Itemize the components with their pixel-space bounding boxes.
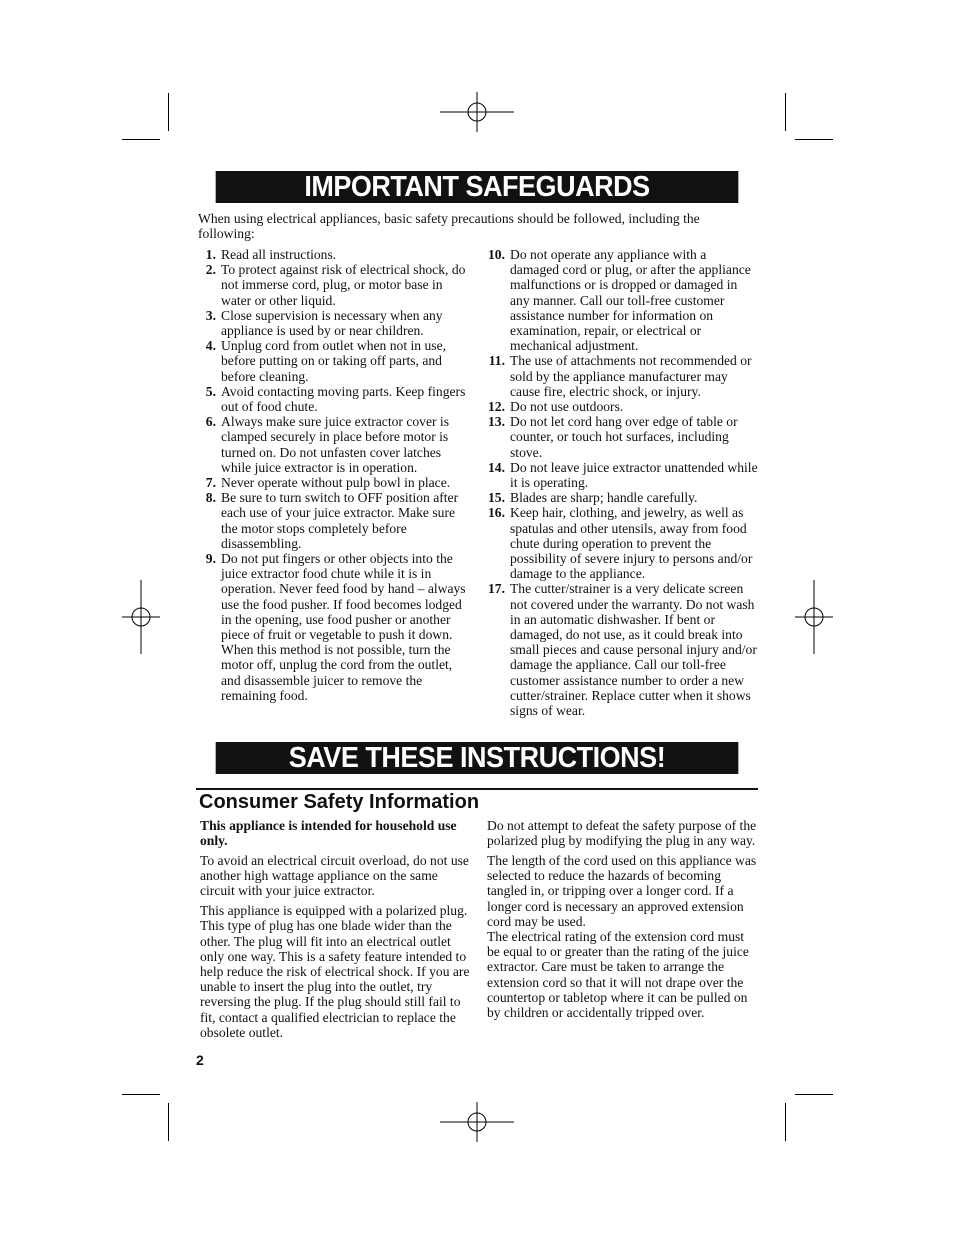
instruction-number: 12. xyxy=(488,399,505,415)
instruction-text: Keep hair, clothing, and jewelry, as well as spatulas and other utensils, away from food chute during operation to prevent the possibility of severe injury to persons and/or damage to the appliance. xyxy=(510,505,753,582)
instruction-item xyxy=(486,581,758,718)
instruction-item xyxy=(200,262,472,308)
instruction-text: The cutter/strainer is a very delicate screen not covered under the warranty. Do not wash in an automatic dishwasher. If bent or damaged, do not use, as it could break into small pieces and cause personal injury and/or damage the appliance. Call our toll-free customer assistance number to order a new cutter/strainer. Replace cutter when it shows signs of wear. xyxy=(510,581,757,719)
instruction-item xyxy=(486,353,758,399)
polarized-plug-paragraph: This appliance is equipped with a polarized plug. This type of plug has one blade wider than the other. The plug will fit into an electrical outlet only one way. This is a safety feature intended to help reduce the risk of electrical shock. If you are unable to insert the plug into the outlet, try reversing the plug. If the plug should still fail to fit, contact a qualified electrician to replace the obsolete outlet. xyxy=(200,903,470,1040)
consumer-safety-right-column xyxy=(487,818,759,1025)
instruction-text: Do not put fingers or other objects into the juice extractor food chute while it is in operation. Never feed food by hand – always use the food pusher. If food becomes lodged in the opening, use food pusher or another piece of fruit or vegetable to push it down. When this method is not possible, turn the motor off, unplug the cord from the outlet, and disassemble juicer to remove the remaining food. xyxy=(221,551,466,703)
crop-mark xyxy=(785,1103,786,1141)
extension-cord-paragraph: The electrical rating of the extension cord must be equal to or greater than the rating of the juice extractor. Care must be taken to arrange the extension cord so that it will not drape over the countertop or tabletop where it can be pulled on by children or accidentally tripped over. xyxy=(487,929,749,1021)
instruction-text: Unplug cord from outlet when not in use, before putting on or taking off parts, and before cleaning. xyxy=(221,338,447,384)
instruction-number: 15. xyxy=(488,490,505,506)
instruction-text: Do not leave juice extractor unattended while it is operating. xyxy=(510,459,758,491)
registration-mark-icon xyxy=(440,92,514,132)
page-number: 2 xyxy=(196,1052,204,1068)
instruction-text: To protect against risk of electrical shock, do not immerse cord, plug, or motor base in water or other liquid. xyxy=(221,262,466,308)
instruction-item xyxy=(486,490,758,505)
instruction-number: 7. xyxy=(205,475,216,491)
instruction-number: 4. xyxy=(205,338,216,354)
crop-mark xyxy=(168,93,169,131)
instruction-item xyxy=(200,384,472,414)
instruction-text: Blades are sharp; handle carefully. xyxy=(510,490,698,506)
instruction-number: 5. xyxy=(205,383,216,399)
instructions-list-left xyxy=(200,247,472,703)
circuit-overload-paragraph: To avoid an electrical circuit overload, do not use another high wattage appliance on the same circuit with your juice extractor. xyxy=(200,853,469,899)
instruction-text: Always make sure juice extractor cover is clamped securely in place before motor is turned on. Do not unfasten cover latches while juice extractor is in operation. xyxy=(221,414,449,475)
instruction-number: 13. xyxy=(488,414,505,430)
crop-mark xyxy=(122,1094,160,1095)
instruction-number: 1. xyxy=(205,247,216,262)
instruction-item xyxy=(200,338,472,384)
instruction-item xyxy=(200,308,472,338)
important-safeguards-banner: IMPORTANT SAFEGUARDS xyxy=(216,171,739,203)
instruction-number: 14. xyxy=(488,459,505,475)
instruction-item xyxy=(200,475,472,490)
defeat-plug-paragraph: Do not attempt to defeat the safety purpose of the polarized plug by modifying the plug in any way. xyxy=(487,818,757,849)
instruction-number: 2. xyxy=(205,262,216,278)
instruction-number: 8. xyxy=(205,490,216,506)
registration-mark-icon xyxy=(122,580,160,654)
instruction-text: Read all instructions. xyxy=(221,247,337,262)
instruction-item xyxy=(200,414,472,475)
instruction-text: Do not use outdoors. xyxy=(510,399,624,415)
consumer-safety-heading: Consumer Safety Information xyxy=(199,791,480,813)
instruction-item xyxy=(486,247,758,353)
registration-mark-icon xyxy=(795,580,833,654)
instruction-text: The use of attachments not recommended or sold by the appliance manufacturer may cause fire, electric shock, or injury. xyxy=(510,353,752,399)
crop-mark xyxy=(168,1103,169,1141)
instruction-text: Do not operate any appliance with a damaged cord or plug, or after the appliance malfunctions or is dropped or damaged in any manner. Call our toll-free customer assistance number for information on examination, repair, or electrical or mechanical adjustment. xyxy=(510,247,751,354)
instruction-number: 10. xyxy=(488,247,505,262)
instruction-text: Never operate without pulp bowl in place. xyxy=(221,475,451,491)
instruction-number: 17. xyxy=(488,581,505,597)
instruction-item xyxy=(486,399,758,414)
instruction-item xyxy=(200,247,472,262)
registration-mark-icon xyxy=(440,1102,514,1142)
crop-mark xyxy=(795,139,833,140)
save-instructions-banner: SAVE THESE INSTRUCTIONS! xyxy=(216,742,739,774)
consumer-safety-left-column xyxy=(200,818,472,1045)
instructions-list-right xyxy=(486,247,758,718)
instruction-text: Be sure to turn switch to OFF position after each use of your juice extractor. Make sure the motor stops completely before disassembling. xyxy=(221,490,459,551)
instruction-item xyxy=(486,414,758,460)
instruction-text: Do not let cord hang over edge of table or counter, or touch hot surfaces, including stove. xyxy=(510,414,738,460)
instruction-item xyxy=(200,551,472,703)
instruction-item xyxy=(486,460,758,490)
instruction-number: 6. xyxy=(205,414,216,430)
household-use-note: This appliance is intended for household use only. xyxy=(200,818,457,849)
instruction-number: 3. xyxy=(205,307,216,323)
crop-mark xyxy=(122,139,160,140)
crop-mark xyxy=(795,1094,833,1095)
instruction-number: 11. xyxy=(488,353,505,369)
crop-mark xyxy=(785,93,786,131)
instruction-item xyxy=(486,505,758,581)
instruction-number: 16. xyxy=(488,505,505,521)
instruction-item xyxy=(200,490,472,551)
instruction-number: 9. xyxy=(205,551,216,567)
cord-length-paragraph: The length of the cord used on this appliance was selected to reduce the hazards of becoming tangled in, or tripping over a longer cord. If a longer cord is necessary an approved extension cord may be used. xyxy=(487,853,757,929)
instruction-text: Close supervision is necessary when any appliance is used by or near children. xyxy=(221,307,443,339)
instruction-text: Avoid contacting moving parts. Keep fingers out of food chute. xyxy=(221,383,466,415)
intro-text: When using electrical appliances, basic safety precautions should be followed, including the following: xyxy=(198,211,700,242)
